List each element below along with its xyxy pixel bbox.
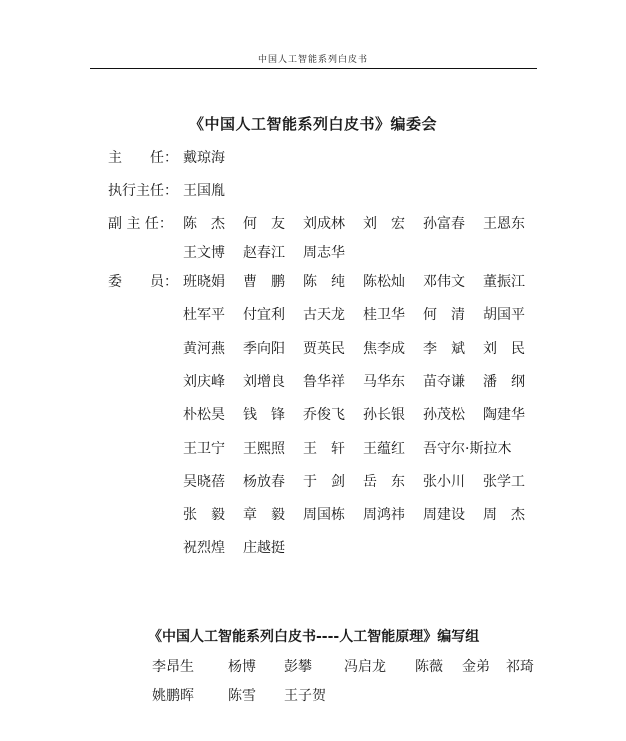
member-name: 吴晓蓓 [183, 473, 225, 490]
member-name: 苗夺谦 [423, 373, 465, 390]
member-name: 吾守尔·斯拉木 [423, 440, 512, 457]
member-name: 王熙照 [243, 440, 285, 457]
member-name: 乔俊飞 [303, 407, 345, 424]
member-name: 桂卫华 [363, 307, 405, 324]
member-name: 王卫宁 [183, 440, 225, 457]
committee-row [0, 505, 626, 525]
member-name: 古天龙 [303, 307, 345, 324]
running-header: 中国人工智能系列白皮书 [257, 55, 368, 65]
author-name: 金弟 [462, 659, 490, 675]
member-name: 焦李成 [363, 340, 405, 357]
member-name: 陈松灿 [363, 274, 405, 290]
member-name: 何 友 [243, 216, 285, 232]
author-name: 姚鹏晖 [152, 688, 194, 704]
member-name: 班晓娟 [183, 274, 225, 290]
member-name: 王文博 [183, 245, 225, 261]
author-name: 王子贺 [284, 688, 326, 704]
member-name: 潘 纲 [483, 373, 525, 390]
committee-title: 《中国人工智能系列白皮书》编委会 [188, 115, 437, 133]
committee-row [0, 439, 626, 459]
member-name: 刘增良 [243, 373, 285, 390]
member-name: 周国栋 [303, 507, 345, 524]
member-name: 刘成林 [303, 216, 345, 232]
committee-row [0, 339, 626, 359]
member-name: 黄河燕 [183, 340, 225, 357]
committee-row [0, 372, 626, 392]
member-name: 岳 东 [363, 473, 405, 490]
member-name: 邓伟文 [423, 274, 465, 290]
member-name: 陶建华 [483, 407, 525, 424]
member-name: 李 斌 [423, 340, 465, 357]
writing-group-row [0, 657, 626, 677]
member-name: 庄越挺 [243, 540, 285, 557]
role-label: 执行主任： [108, 183, 178, 199]
author-name: 杨博 [228, 659, 256, 675]
header-divider [90, 68, 537, 69]
member-name: 周志华 [303, 245, 345, 261]
member-name: 王 轩 [303, 440, 345, 457]
author-name: 陈雪 [228, 688, 256, 704]
writing-group-title: 《中国人工智能系列白皮书----人工智能原理》编写组 [148, 629, 480, 645]
committee-row [0, 405, 626, 425]
member-name: 刘 民 [483, 340, 525, 357]
writing-group-row [0, 686, 626, 706]
member-name: 付宜利 [243, 307, 285, 324]
member-name: 董振江 [483, 274, 525, 290]
member-name: 杜军平 [183, 307, 225, 324]
committee-row [0, 305, 626, 325]
member-name: 戴琼海 [183, 150, 225, 166]
member-name: 周鸿祎 [363, 507, 405, 524]
member-name: 章 毅 [243, 507, 285, 524]
member-name: 孙长银 [363, 407, 405, 424]
role-label: 委 员： [108, 274, 178, 290]
author-name: 陈薇 [415, 659, 443, 675]
author-name: 祁琦 [506, 659, 534, 675]
member-name: 孙茂松 [423, 407, 465, 424]
member-name: 孙富春 [423, 216, 465, 232]
member-name: 周 杰 [483, 507, 525, 524]
author-name: 彭攀 [284, 659, 312, 675]
committee-row [0, 272, 626, 292]
member-name: 马华东 [363, 373, 405, 390]
member-name: 朴松昊 [183, 407, 225, 424]
member-name: 张学工 [483, 473, 525, 490]
member-name: 王恩东 [483, 216, 525, 232]
member-name: 王蕴红 [363, 440, 405, 457]
member-name: 季向阳 [243, 340, 285, 357]
committee-row [0, 181, 626, 201]
member-name: 贾英民 [303, 340, 345, 357]
committee-row [0, 243, 626, 263]
member-name: 鲁华祥 [303, 373, 345, 390]
member-name: 周建设 [423, 507, 465, 524]
member-name: 赵春江 [243, 245, 285, 261]
committee-row [0, 538, 626, 558]
member-name: 刘 宏 [363, 216, 405, 232]
role-label: 副 主 任： [108, 216, 173, 232]
member-name: 陈 纯 [303, 274, 345, 290]
committee-row [0, 148, 626, 168]
author-name: 冯启龙 [344, 659, 386, 675]
member-name: 祝烈煌 [183, 540, 225, 557]
committee-row [0, 472, 626, 492]
committee-row [0, 214, 626, 234]
member-name: 于 剑 [303, 473, 345, 490]
member-name: 陈 杰 [183, 216, 225, 232]
member-name: 张 毅 [183, 507, 225, 524]
member-name: 杨放春 [243, 473, 285, 490]
member-name: 何 清 [423, 307, 465, 324]
member-name: 钱 锋 [243, 407, 285, 424]
member-name: 曹 鹏 [243, 274, 285, 290]
role-label: 主 任： [108, 150, 178, 166]
member-name: 刘庆峰 [183, 373, 225, 390]
member-name: 王国胤 [183, 183, 225, 199]
member-name: 胡国平 [483, 307, 525, 324]
member-name: 张小川 [423, 473, 465, 490]
author-name: 李昂生 [152, 659, 194, 675]
